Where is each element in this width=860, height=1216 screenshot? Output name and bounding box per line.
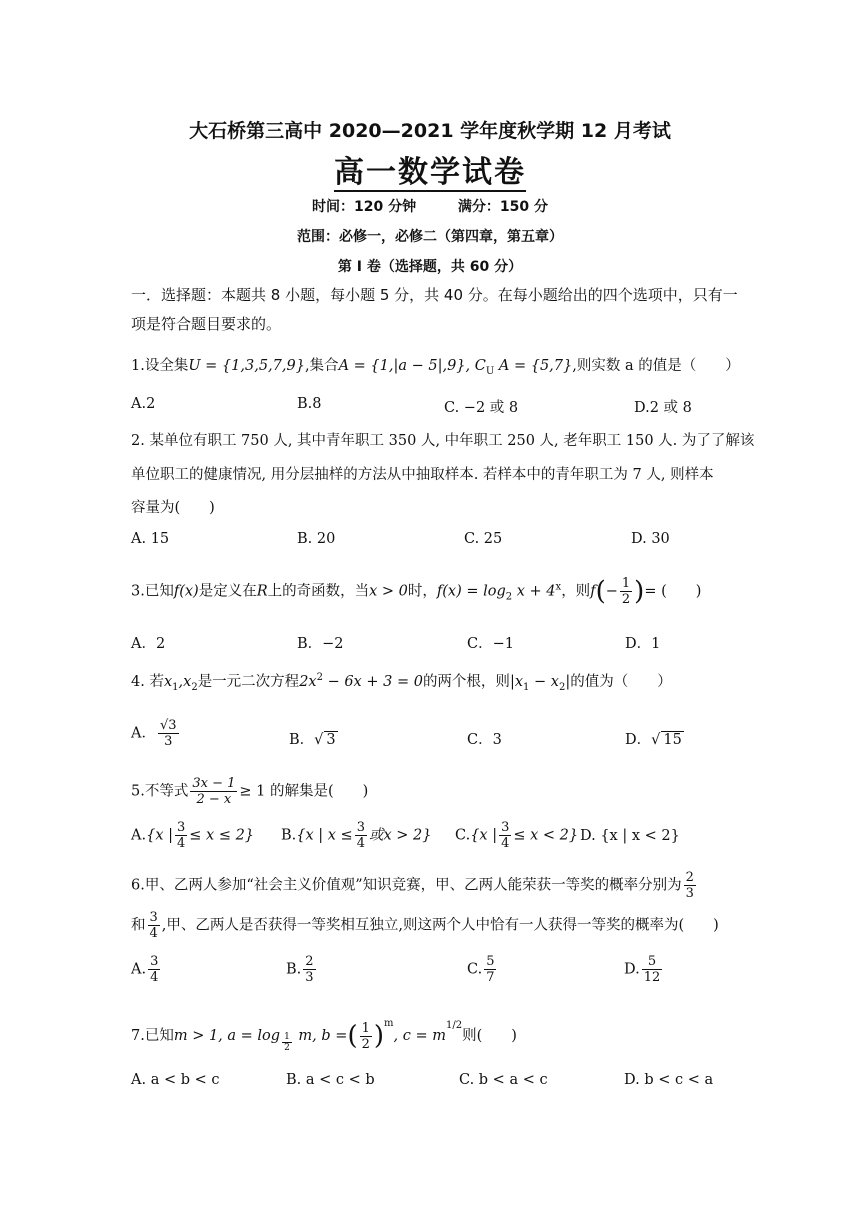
q4-roots: x: [163, 674, 173, 690]
q1-option-a[interactable]: A.2: [131, 396, 156, 412]
q6-opt-b-n: 2: [305, 954, 314, 969]
q7-c-def: , c = m: [393, 1028, 446, 1044]
q4-prefix: 4. 若: [131, 674, 164, 690]
q6-opt-b-label: B.: [286, 961, 302, 978]
q2-option-b[interactable]: B. 20: [297, 531, 336, 547]
q4-abs: |x: [509, 674, 524, 690]
q6-opt-c-frac: [484, 954, 496, 985]
q2-option-a[interactable]: A. 15: [131, 531, 170, 547]
paper-title-wrap: [0, 156, 860, 192]
q1-option-c[interactable]: C. −2 或 8: [444, 400, 519, 416]
q1-set-a: A = {1,|a − 5|,9}, C: [338, 358, 486, 374]
time-info: 时间：120 分钟: [312, 199, 417, 215]
q3-option-b[interactable]: B．−2: [297, 636, 344, 652]
q7-cond: m > 1, a = log: [173, 1028, 281, 1044]
q4-abs-end: |: [565, 674, 571, 690]
section-intro-line1: 一．选择题：本题共 8 小题，每小题 5 分，共 40 分。在每小题给出的四个选项中，只有一: [131, 286, 738, 304]
q1-sub-u: U: [485, 365, 495, 377]
q6-opt-c-d: 7: [486, 970, 495, 985]
q3-eval-f: f: [590, 583, 596, 600]
q6-opt-c-n: 5: [486, 954, 495, 969]
q6-p2-frac: [148, 910, 160, 941]
q5-opt-c-n: 3: [501, 820, 510, 835]
q4-mid2: 的两个根，则: [422, 674, 510, 690]
q1-set-u: U = {1,3,5,7,9}: [188, 358, 305, 374]
question-1: [131, 354, 740, 377]
question-2-line1: 2. 某单位有职工 750 人, 其中青年职工 350 人, 中年职工 250 人, 老年职工 150 人. 为了了解该: [131, 433, 755, 449]
q1-set-ca: A = {5,7}: [494, 358, 573, 374]
q3-cond: x > 0: [369, 583, 408, 600]
q7-rparen: ): [373, 1021, 385, 1051]
q3-fx: f(x): [173, 583, 199, 600]
q5-opt-a-frac: [175, 820, 187, 851]
q7-suffix: 则( ): [462, 1028, 517, 1044]
q6-opt-a-d: 4: [150, 970, 159, 985]
question-6-line1: [131, 870, 698, 901]
q4-eq: 2x: [299, 674, 317, 690]
q4-eq-exp: 2: [316, 672, 323, 684]
exam-scope: 范围：必修一，必修二（第四章，第五章）: [297, 229, 563, 245]
q6-p1-n: 2: [685, 870, 694, 885]
q7-b-frac: [360, 1021, 372, 1052]
q5-num: 3x − 1: [192, 776, 236, 791]
q6-opt-b-d: 3: [305, 970, 314, 985]
q4-opt-b-val: 3: [326, 732, 336, 748]
q4-opt-a-label: A．: [131, 725, 156, 742]
q5-opt-a-d: 4: [177, 836, 186, 851]
q3-def2: x + 4: [512, 583, 556, 600]
q4-opt-a-den: 3: [164, 734, 173, 749]
q3-mid3: 时，: [407, 583, 437, 600]
q6-opt-d-d: 12: [643, 970, 661, 985]
q4-option-a[interactable]: [131, 718, 181, 749]
q6-option-c[interactable]: [467, 954, 498, 985]
q6-p2-d: 4: [149, 926, 158, 941]
q3-mid1: 是定义在: [198, 583, 257, 600]
q7-option-d[interactable]: D. b < c < a: [624, 1072, 714, 1088]
question-7: [131, 1018, 517, 1053]
q7-lparen: (: [347, 1021, 358, 1051]
q3-rparen: ): [634, 576, 645, 607]
q4-option-d[interactable]: D．√ 15: [625, 732, 682, 748]
q4-s2: 2: [191, 681, 198, 693]
q3-option-d[interactable]: D．1: [625, 636, 661, 652]
q6-p1-d: 3: [685, 886, 694, 901]
school-title: 大石桥第三高中 2020—2021 学年度秋学期 12 月考试: [189, 120, 671, 142]
q7-option-c[interactable]: C. b < a < c: [459, 1072, 548, 1088]
q5-opt-c3: ≤ x < 2}: [513, 827, 579, 844]
q5-opt-b-d: 4: [356, 836, 365, 851]
q7-base-d: 2: [284, 1043, 290, 1053]
q4-opt-a-num: √3: [159, 718, 177, 733]
q4-opt-a-frac: [158, 718, 179, 749]
q4-s1: 1: [172, 681, 179, 693]
q4-abs-s1: 1: [523, 681, 530, 693]
q5-opt-b-frac: [355, 820, 367, 851]
q5-option-c[interactable]: [455, 820, 578, 851]
q1-mid: ,集合: [304, 358, 339, 374]
q7-b-d: 2: [361, 1036, 370, 1052]
q6-line2-text: ,甲、乙两人是否获得一等奖相互独立,则这两个人中恰有一人获得一等奖的概率为( ): [161, 917, 719, 934]
q3-suffix: = ( ): [644, 583, 702, 600]
q3-minus: −: [605, 583, 618, 600]
q1-suffix: ,则实数 a 的值是（ ）: [572, 358, 740, 374]
q6-line2-pre: 和: [131, 917, 146, 934]
q5-option-a[interactable]: [131, 820, 254, 851]
q5-opt-c2: {x |: [470, 827, 498, 844]
q6-opt-a-label: A.: [131, 961, 147, 978]
q1-option-d[interactable]: D.2 或 8: [634, 400, 692, 416]
q5-fraction: [190, 776, 237, 807]
section-intro-line2: 项是符合题目要求的。: [131, 315, 282, 333]
q5-opt-b3: 或x > 2}: [369, 827, 432, 844]
paper-title: 高一数学试卷: [334, 155, 526, 190]
q6-option-d[interactable]: [624, 954, 664, 985]
question-2-line2: 单位职工的健康情况, 用分层抽样的方法从中抽取样本. 若样本中的青年职工为 7 人, 则样本: [131, 467, 714, 483]
q3-mid2: 上的奇函数，当: [267, 583, 370, 600]
q3-mid4: ，则: [561, 583, 591, 600]
q4-opt-d-label: D．: [625, 732, 652, 748]
q6-line1-text: 6.甲、乙两人参加“社会主义价值观”知识竞赛，甲、乙两人能荣获一等奖的概率分别为: [131, 877, 682, 894]
q7-base-n: 1: [284, 1032, 290, 1042]
q3-r: R: [256, 583, 268, 600]
q3-prefix: 3.已知: [131, 583, 174, 600]
q6-option-b[interactable]: [286, 954, 318, 985]
question-5: [131, 776, 368, 807]
q7-c-exp: 1/2: [445, 1020, 463, 1031]
q5-opt-a-n: 3: [177, 820, 186, 835]
q4-abs-s2: 2: [558, 681, 566, 693]
question-4: [131, 670, 672, 693]
q5-option-b[interactable]: [281, 820, 432, 851]
q3-def: f(x) = log: [436, 583, 506, 600]
score-info: 满分：150 分: [457, 199, 548, 215]
q5-suffix: ≥ 1 的解集是( ): [239, 783, 369, 800]
q7-option-b[interactable]: B. a < c < b: [286, 1072, 375, 1088]
q5-opt-c-d: 4: [501, 836, 510, 851]
q6-option-a[interactable]: [131, 954, 162, 985]
q4-opt-b-label: B．: [289, 732, 315, 748]
question-2-line3: 容量为( ): [131, 500, 215, 516]
q5-opt-a3: ≤ x ≤ 2}: [189, 827, 255, 844]
q6-opt-a-n: 3: [150, 954, 159, 969]
q4-opt-d-val: 15: [663, 732, 682, 748]
q4-abs-mid: − x: [529, 674, 559, 690]
q5-prefix: 5.不等式: [131, 783, 189, 800]
q7-b-exp: m: [384, 1018, 394, 1029]
q6-opt-b-frac: [303, 954, 315, 985]
q1-prefix: 1.设全集: [131, 358, 189, 374]
exam-info: [0, 196, 860, 216]
q3-exp: x: [555, 581, 562, 593]
q3-num: 1: [621, 576, 631, 591]
q6-opt-d-n: 5: [642, 954, 663, 970]
q5-den: 2 − x: [196, 792, 232, 807]
q2-option-d[interactable]: D. 30: [631, 531, 670, 547]
q5-opt-b-n: 3: [356, 820, 365, 835]
q1-option-b[interactable]: B.8: [297, 396, 322, 412]
q3-lparen: (: [595, 576, 606, 607]
q6-opt-d-frac: [642, 954, 663, 985]
q6-p2-n: 3: [149, 910, 158, 925]
q5-opt-a2: {x |: [146, 827, 173, 844]
q4-eq2: − 6x + 3 = 0: [322, 674, 423, 690]
q5-option-d[interactable]: D. {x | x < 2}: [580, 828, 680, 844]
q3-option-a[interactable]: A．2: [131, 636, 166, 652]
q7-option-a[interactable]: A. a < b < c: [131, 1072, 220, 1088]
q4-mid1: 是一元二次方程: [197, 674, 300, 690]
q7-mid: m, b =: [293, 1028, 348, 1044]
q4-suffix: 的值为（ ）: [570, 674, 672, 690]
q2-option-c[interactable]: C. 25: [464, 531, 503, 547]
q6-p1-frac: [684, 870, 696, 901]
q7-prefix: 7.已知: [131, 1028, 174, 1044]
q5-opt-c-frac: [499, 820, 511, 851]
q7-base-frac: [282, 1032, 292, 1053]
q4-option-c[interactable]: C．3: [467, 732, 502, 748]
q3-den: 2: [621, 592, 631, 607]
q6-opt-a-frac: [148, 954, 160, 985]
volume-title: 第 I 卷（选择题，共 60 分）: [337, 259, 523, 275]
q5-opt-b2: {x | x ≤: [296, 827, 353, 844]
q6-opt-d-label: D.: [624, 961, 640, 978]
q3-base: 2: [505, 591, 513, 603]
q4-comma: ,x: [178, 674, 192, 690]
q5-opt-c1: C.: [455, 827, 471, 844]
q6-opt-c-label: C.: [467, 961, 483, 978]
q5-opt-b1: B.: [281, 827, 297, 844]
q5-opt-a1: A.: [131, 827, 147, 844]
q3-fraction: [620, 576, 632, 607]
q7-b-n: 1: [361, 1020, 370, 1036]
question-3: [131, 576, 701, 607]
question-6-line2: [131, 910, 719, 941]
q3-option-c[interactable]: C．−1: [467, 636, 514, 652]
q4-option-b[interactable]: B．√ 3: [289, 732, 336, 748]
